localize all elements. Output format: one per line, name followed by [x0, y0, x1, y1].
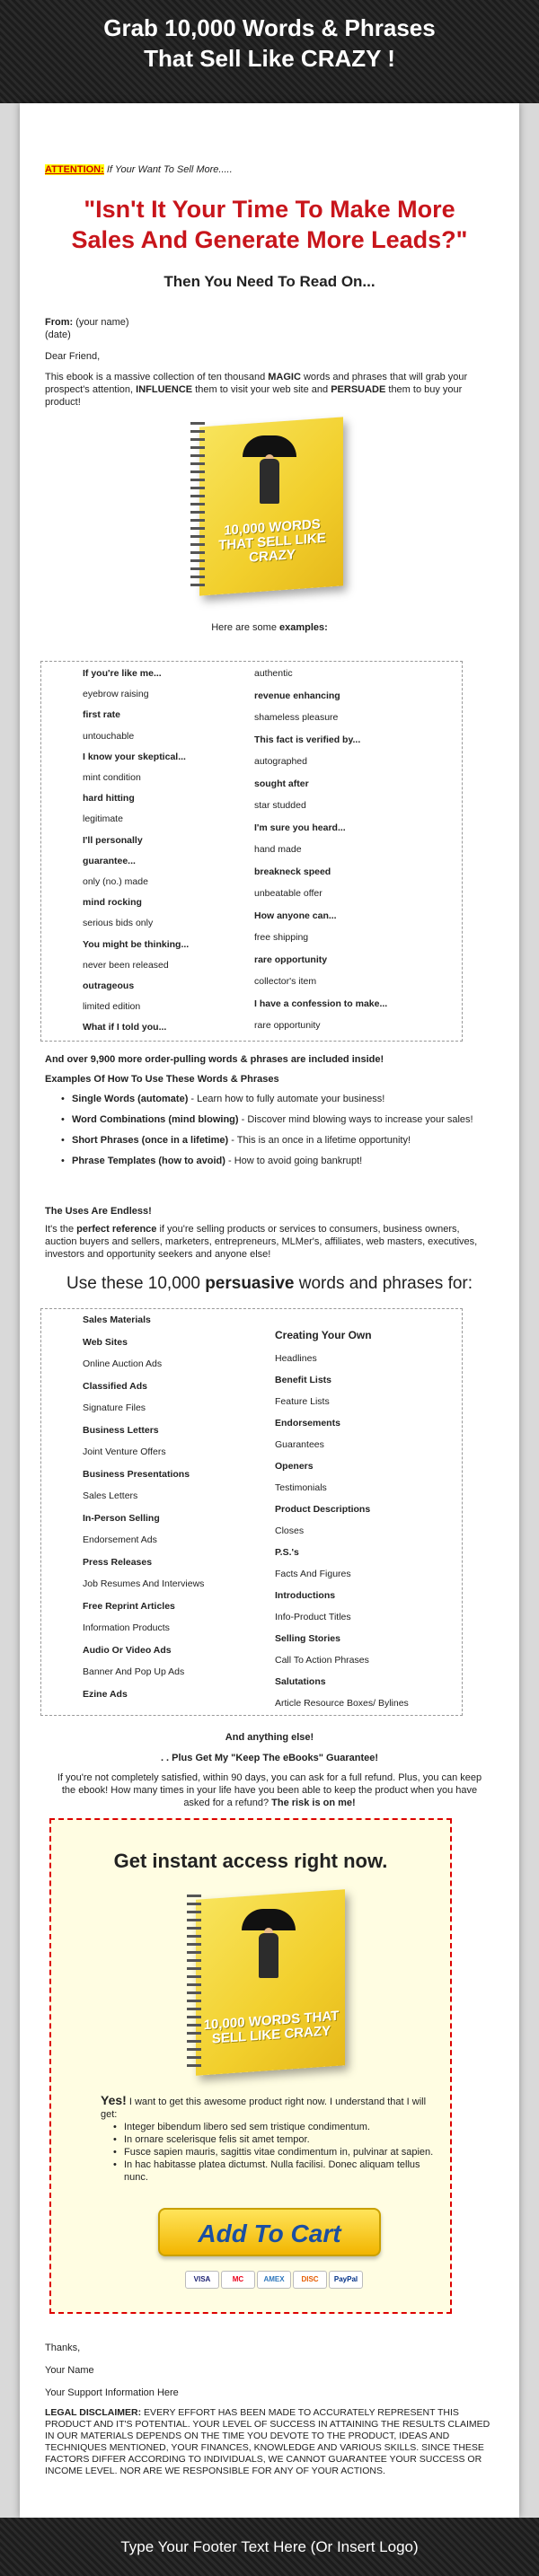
from-line [45, 316, 129, 329]
ebook-cover-image-order [187, 1895, 345, 2070]
example-phrase: star studded [254, 800, 306, 811]
use-item: Salutations [275, 1676, 326, 1687]
example-phrase: If you're like me... [83, 668, 162, 679]
headline-line2: Sales And Generate More Leads?" [71, 226, 468, 253]
discover-icon: DISC [293, 2271, 327, 2289]
order-yes-text: Yes! I want to get this awesome product right now. I understand that I will get: [101, 2093, 427, 2120]
use-item: Introductions [275, 1590, 336, 1601]
example-phrase: hand made [254, 844, 302, 855]
use-item: Headlines [275, 1353, 317, 1364]
use-item: Ezine Ads [83, 1688, 128, 1700]
example-phrase: This fact is verified by... [254, 734, 361, 745]
ebook-cover-image [190, 422, 343, 591]
example-phrase: shameless pleasure [254, 712, 339, 723]
use-item: Online Auction Ads [83, 1358, 163, 1369]
example-phrase: I'll personally [83, 834, 143, 846]
ebook-cover-title: 10,000 WORDS THAT SELL LIKE CRAZY [218, 516, 326, 566]
use-item: Audio Or Video Ads [83, 1644, 172, 1656]
use-item: Benefit Lists [275, 1375, 332, 1385]
example-phrase: untouchable [83, 730, 135, 742]
greeting: Dear Friend, [45, 351, 101, 362]
examples-intro: Here are some examples: [211, 622, 328, 633]
anything-else: And anything else! [225, 1732, 314, 1743]
howto-item: • Phrase Templates (how to avoid) - How to avoid going bankrupt! [61, 1155, 483, 1167]
use-item: In-Person Selling [83, 1512, 160, 1524]
uses-title: The Uses Are Endless! [45, 1206, 152, 1217]
use-item: Endorsements [275, 1418, 340, 1429]
use-item: Article Resource Boxes/ Bylines [275, 1698, 409, 1709]
use-item: Call To Action Phrases [275, 1655, 369, 1666]
use-item: Banner And Pop Up Ads [83, 1666, 185, 1677]
example-phrase: guarantee... [83, 855, 136, 866]
use-item: Sales Letters [83, 1490, 138, 1501]
closing-name: Your Name [45, 2365, 94, 2376]
date-line: (date) [45, 330, 71, 340]
example-phrase: breakneck speed [254, 866, 331, 877]
use-item: Job Resumes And Interviews [83, 1578, 205, 1589]
example-phrase: hard hitting [83, 793, 135, 804]
example-phrase: first rate [83, 709, 121, 721]
example-phrase: serious bids only [83, 918, 154, 929]
visa-icon: VISA [185, 2271, 219, 2289]
subheadline: Then You Need To Read On... [163, 273, 376, 290]
order-bullet: • In hac habitasse platea dictumst. Nulla facilisi. Donec aliquam tellus nunc. [113, 2158, 437, 2184]
example-phrase: legitimate [83, 813, 123, 825]
headline-line1: "Isn't It Your Time To Make More [84, 196, 455, 223]
closing-thanks: Thanks, [45, 2343, 81, 2353]
order-bullets [113, 2121, 437, 2184]
use-item: Free Reprint Articles [83, 1600, 175, 1612]
use-item: Guarantees [275, 1439, 324, 1450]
use-item: Product Descriptions [275, 1504, 371, 1515]
use-item: Business Letters [83, 1424, 159, 1436]
use-item: Signature Files [83, 1402, 146, 1413]
use-item: Openers [275, 1461, 314, 1472]
guarantee-text: If you're not completely satisfied, within 90 days, you can ask for a full refund. Plus, you can keep the ebook! How many times in your life have you been able to keep the product when you have asked for a refund? The risk is on me! [57, 1772, 482, 1808]
example-phrase: only (no.) made [83, 876, 148, 887]
order-bullet: • Fusce sapien mauris, sagittis vitae condimentum in, pulvinar at sapien. [113, 2146, 437, 2158]
example-phrase: I'm sure you heard... [254, 822, 346, 833]
page-header [0, 0, 539, 103]
use-item: Classified Ads [83, 1380, 147, 1392]
page-footer: Type Your Footer Text Here (Or Insert Logo) [0, 2518, 539, 2576]
paypal-icon: PayPal [329, 2271, 363, 2289]
example-phrase: free shipping [254, 932, 309, 943]
use-item: Press Releases [83, 1556, 153, 1568]
intro-paragraph: This ebook is a massive collection of ten thousand MAGIC words and phrases that will grab your prospect's attention, INFLUENCE them to visit your web site and PERSUADE them to buy your product! [45, 372, 468, 408]
more-words-note: And over 9,900 more order-pulling words & phrases are included inside! [45, 1054, 384, 1065]
ebook-cover-title: 10,000 WORDS THAT SELL LIKE CRAZY [203, 2008, 340, 2047]
main-headline [36, 194, 503, 255]
use-item: Testimonials [275, 1482, 327, 1493]
example-phrase: autographed [254, 756, 307, 767]
from-label: From: [45, 317, 74, 328]
yes-label: Yes! [101, 2093, 127, 2107]
closing-support: Your Support Information Here [45, 2387, 179, 2398]
use-item: Selling Stories [275, 1633, 340, 1644]
attention-line [45, 163, 233, 176]
amex-icon: AMEX [257, 2271, 291, 2289]
example-phrase: rare opportunity [254, 1020, 321, 1031]
order-title: Get instant access right now. [113, 1850, 388, 1872]
howto-item: • Word Combinations (mind blowing) - Discover mind blowing ways to increase your sales! [61, 1113, 483, 1126]
use-item: Joint Venture Offers [83, 1446, 166, 1457]
example-phrase: I know your skeptical... [83, 751, 186, 762]
add-to-cart-button[interactable]: Add To Cart [158, 2208, 381, 2256]
attention-text: If Your Want To Sell More..... [106, 164, 233, 175]
header-title-line1: Grab 10,000 Words & Phrases [103, 14, 436, 41]
example-phrase: sought after [254, 778, 309, 789]
example-phrase: revenue enhancing [254, 690, 340, 701]
howto-item: • Short Phrases (once in a lifetime) - This is an once in a lifetime opportunity! [61, 1134, 483, 1147]
example-phrase: outrageous [83, 980, 135, 991]
guarantee-title: . . Plus Get My "Keep The eBooks" Guarantee! [160, 1753, 379, 1763]
disclaimer-label: LEGAL DISCLAIMER: [45, 2407, 142, 2418]
use-item: Closes [275, 1525, 305, 1536]
example-phrase: unbeatable offer [254, 888, 323, 899]
example-phrase: What if I told you... [83, 1022, 167, 1033]
uses-paragraph: It's the perfect reference if you're selling products or services to consumers, business owners, auction buyers and sellers, marketers, entrepreneurs, MLMer's, affiliates, web masters, executives, investors and opportunity seekers and anyone else! [45, 1224, 478, 1260]
use-item: Business Presentations [83, 1468, 190, 1480]
use-item: Information Products [83, 1622, 170, 1633]
example-phrase: eyebrow raising [83, 689, 149, 700]
example-phrase: I have a confession to make... [254, 998, 388, 1009]
example-phrase: rare opportunity [254, 954, 328, 965]
howto-title: Examples Of How To Use These Words & Phrases [45, 1074, 279, 1085]
legal-disclaimer: LEGAL DISCLAIMER: EVERY EFFORT HAS BEEN MADE TO ACCURATELY REPRESENT THIS PRODUCT AND IT'S POTENTIAL. YOUR LEVEL OF SUCCESS IN ATTAINING THE RESULTS CLAIMED IN OUR MATERIALS DEPENDS ON THE TIME YOU DEVOTE TO THE PRODUCT, IDEAS AND TECHNIQUES MENTIONED, YOUR FINANCES, KNOWLEDGE AND VARIOUS SKILLS. SINCE THESE FACTORS DIFFER ACCORDING TO INDIVIDUALS, WE CANNOT GUARANTEE YOUR SUCCESS OR INCOME LEVEL. NOR ARE WE RESPONSIBLE FOR ANY OF YOUR ACTIONS. [45, 2407, 490, 2476]
order-bullet: • In ornare scelerisque felis sit amet tempor. [113, 2133, 437, 2146]
example-phrase: mint condition [83, 772, 141, 783]
example-phrase: mind rocking [83, 897, 142, 909]
example-phrase: collector's item [254, 976, 317, 987]
use-item: Sales Materials [83, 1314, 151, 1325]
use-item: Info-Product Titles [275, 1612, 351, 1622]
attention-label: ATTENTION: [45, 164, 104, 175]
use-item: Facts And Figures [275, 1569, 351, 1579]
example-phrase: You might be thinking... [83, 938, 190, 950]
example-phrase: limited edition [83, 1001, 141, 1013]
use-item: Endorsement Ads [83, 1534, 157, 1545]
howto-item: • Single Words (automate) - Learn how to fully automate your business! [61, 1093, 483, 1105]
uses-big-headline: Use these 10,000 persuasive words and phrases for: [66, 1274, 473, 1293]
from-value: (your name) [75, 317, 129, 328]
header-title-line2: That Sell Like CRAZY ! [144, 45, 395, 72]
howto-list [61, 1093, 483, 1175]
uses-right-title: Creating Your Own [275, 1329, 372, 1341]
use-item: P.S.'s [275, 1547, 299, 1558]
order-bullet: • Integer bibendum libero sed sem tristique condimentum. [113, 2121, 437, 2133]
example-phrase: authentic [254, 668, 293, 679]
mastercard-icon: MC [221, 2271, 255, 2289]
use-item: Feature Lists [275, 1396, 330, 1407]
use-item: Web Sites [83, 1336, 128, 1348]
example-phrase: never been released [83, 959, 169, 971]
example-phrase: How anyone can... [254, 910, 337, 921]
